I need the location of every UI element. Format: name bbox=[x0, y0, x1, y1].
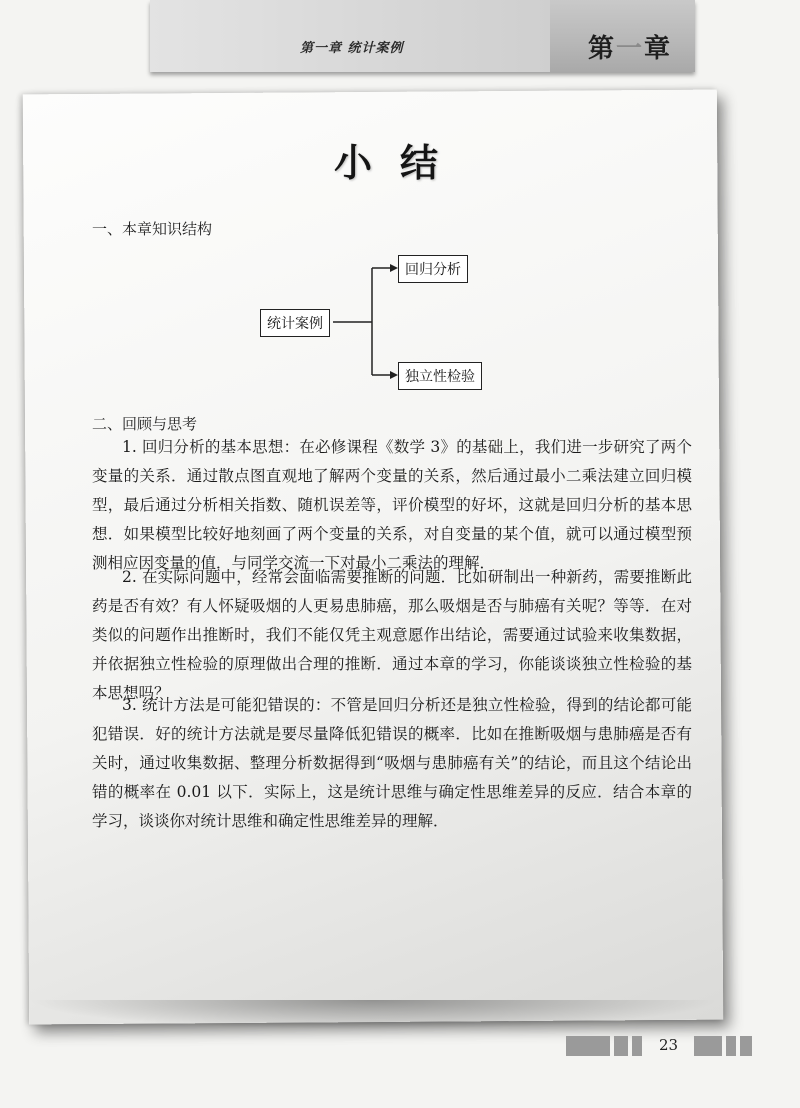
chapter-label-suffix: 章 bbox=[644, 34, 673, 64]
footer-decor-block bbox=[566, 1036, 610, 1056]
footer-decor-block bbox=[614, 1036, 628, 1056]
paragraph-inference-problem: 2. 在实际问题中，经常会面临需要推断的问题．比如研制出一种新药，需要推断此药是否有效？有人怀疑吸烟的人更易患肺癌，那么吸烟是否与肺癌有关呢？等等．在对类似的问题作出推断时，我们不能仅凭主观意愿作出结论，需要通过试验来收集数据，并依据独立性检验的原理做出合理的推断．通过本章的学习，你能谈谈独立性检验的基本思想吗？ bbox=[92, 568, 692, 702]
diagram-node-statistics-cases: 统计案例 bbox=[260, 309, 330, 337]
page-title: 小结 bbox=[333, 141, 466, 185]
structure-diagram-lines bbox=[0, 0, 800, 420]
paper-curl-shadow bbox=[26, 1000, 720, 1030]
paragraph-statistical-error: 3. 统计方法是可能犯错误的：不管是回归分析还是独立性检验，得到的结论都可能犯错误．好的统计方法就是要尽量降低犯错误的概率．比如在推断吸烟与患肺癌是否有关时，通过收集数据、整理分析数据得到“吸烟与患肺癌有关”的结论，而且这个结论出错的概率在 0.01 以下．实际上，这是统计思维与确定性思维差异的反应．结合本章的学习，谈谈你对统计思维和确定性思维差异的理解． bbox=[92, 696, 692, 830]
section-review-heading: 二、回顾与思考 bbox=[92, 415, 198, 433]
chapter-label-number: 一 bbox=[616, 34, 645, 64]
footer-decor-block bbox=[694, 1036, 722, 1056]
paragraph-regression-idea: 1. 回归分析的基本思想：在必修课程《数学 3》的基础上，我们进一步研究了两个变量的关系．通过散点图直观地了解两个变量的关系，然后通过最小二乘法建立回归模型，最后通过分析相关指数、随机误差等，评价模型的好坏，这就是回归分析的基本思想．如果模型比较好地刻画了两个变量的关系，对自变量的某个值，就可以通过模型预测相应因变量的值．与同学交流一下对最小二乘法的理解． bbox=[92, 438, 692, 572]
diagram-node-independence-test: 独立性检验 bbox=[398, 362, 482, 390]
diagram-node-regression-analysis: 回归分析 bbox=[398, 255, 468, 283]
footer-decor-block bbox=[632, 1036, 642, 1056]
footer-decor-block bbox=[740, 1036, 752, 1056]
chapter-label-prefix: 第 bbox=[588, 34, 617, 64]
chapter-subtitle: 第一章 统计案例 bbox=[300, 41, 404, 56]
footer-decor-block bbox=[726, 1036, 736, 1056]
page-number: 23 bbox=[659, 1036, 679, 1054]
section-knowledge-structure-heading: 一、本章知识结构 bbox=[92, 220, 213, 238]
